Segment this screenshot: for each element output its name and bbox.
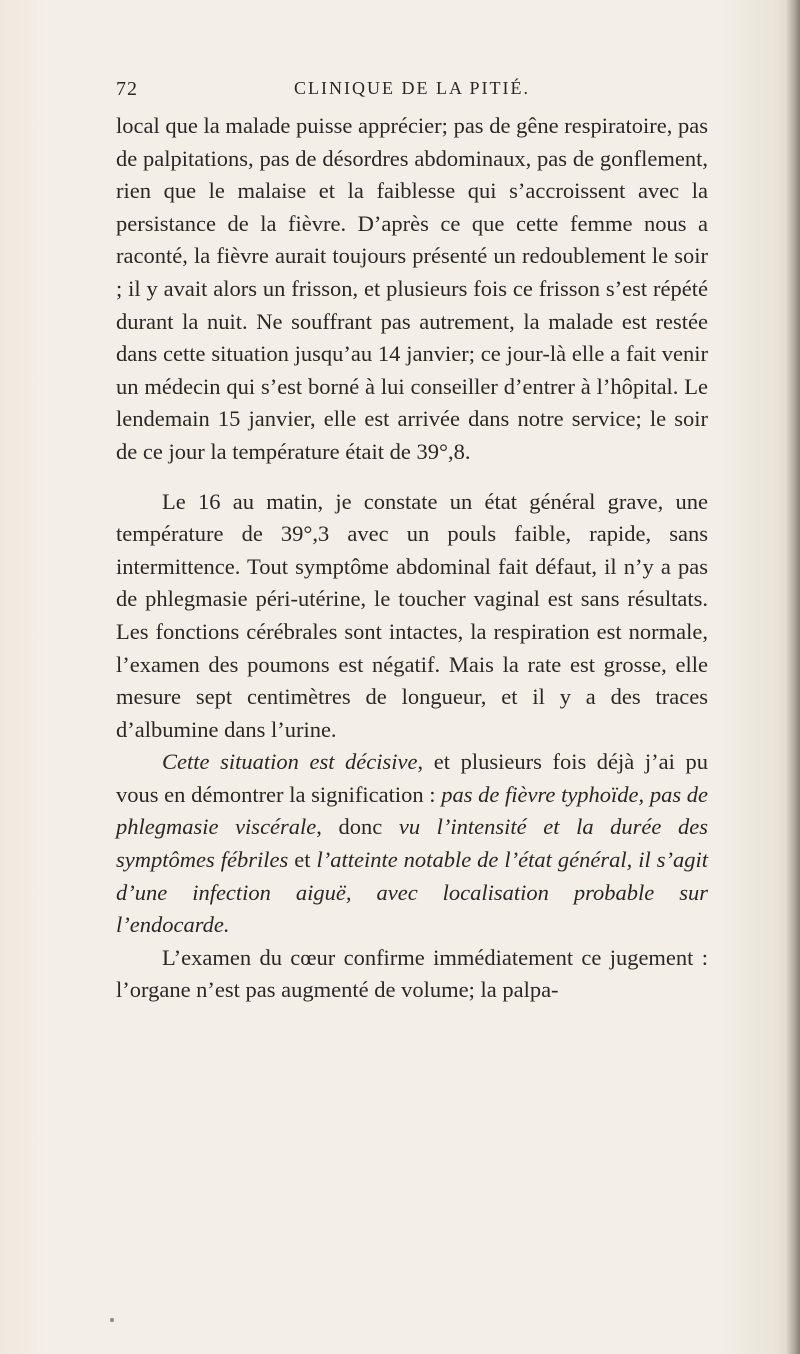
page-edge-shadow bbox=[786, 0, 800, 1354]
italic-span: pas de fièvre typhoïde, pas de phlegmasie viscérale bbox=[116, 781, 708, 840]
running-title: CLINIQUE DE LA PITIÉ. bbox=[294, 78, 530, 98]
text-span: , donc bbox=[316, 814, 399, 840]
paragraph-2: Le 16 au matin, je constate un état général grave, une température de 39°,3 avec un pouls faible, rapide, sans intermittence. Tout symptôme abdominal fait défaut, il n’y a pas de phlegmasie péri-utérine, le toucher vaginal est sans résultats. Les fonctions cérébrales sont intactes, la respiration est normale, l’examen des poumons est négatif. Mais la rate est grosse, elle mesure sept centimètres de longueur, et il y a des traces d’albumine dans l’urine. bbox=[116, 488, 708, 742]
paragraph-3 bbox=[116, 746, 708, 942]
body-text bbox=[116, 110, 708, 1007]
italic-span: l’atteinte notable de l’état général, il s’agit d’une infection aiguë, avec localisation probable sur l’endocarde. bbox=[116, 847, 708, 938]
paper-speck bbox=[110, 1318, 114, 1322]
italic-span: Cette situation est décisive bbox=[162, 749, 418, 775]
paragraph-1: local que la malade puisse apprécier; pas de gêne respiratoire, pas de palpitations, pas de désordres abdominaux, pas de gonflement, rien que le malaise et la faiblesse qui s’accroissent avec la persistance de la fièvre. D’après ce que cette femme nous a raconté, la fièvre aurait toujours présenté un redoublement le soir ; il y avait alors un frisson, et plusieurs fois ce frisson s’est répété durant la nuit. Ne souffrant pas autrement, la malade est restée dans cette situation jusqu’au 14 janvier; ce jour-là elle a fait venir un médecin qui s’est borné à lui conseiller d’entrer à l’hôpital. Le lendemain 15 janvier, elle est arrivée dans notre service; le soir de ce jour la température était de 39°,8. bbox=[116, 113, 708, 464]
page-number: 72 bbox=[116, 78, 138, 100]
text-span: , et plusieurs fois déjà j’ai pu vous en démontrer la signification : bbox=[116, 749, 708, 807]
paragraph-4: L’examen du cœur confirme immédiatement ce jugement : l’organe n’est pas augmenté de volume; la palpa- bbox=[116, 944, 708, 1003]
italic-span: vu l’intensité et la durée des symptômes fébriles bbox=[116, 814, 708, 873]
text-span: et bbox=[288, 847, 317, 873]
page-header bbox=[116, 78, 708, 108]
